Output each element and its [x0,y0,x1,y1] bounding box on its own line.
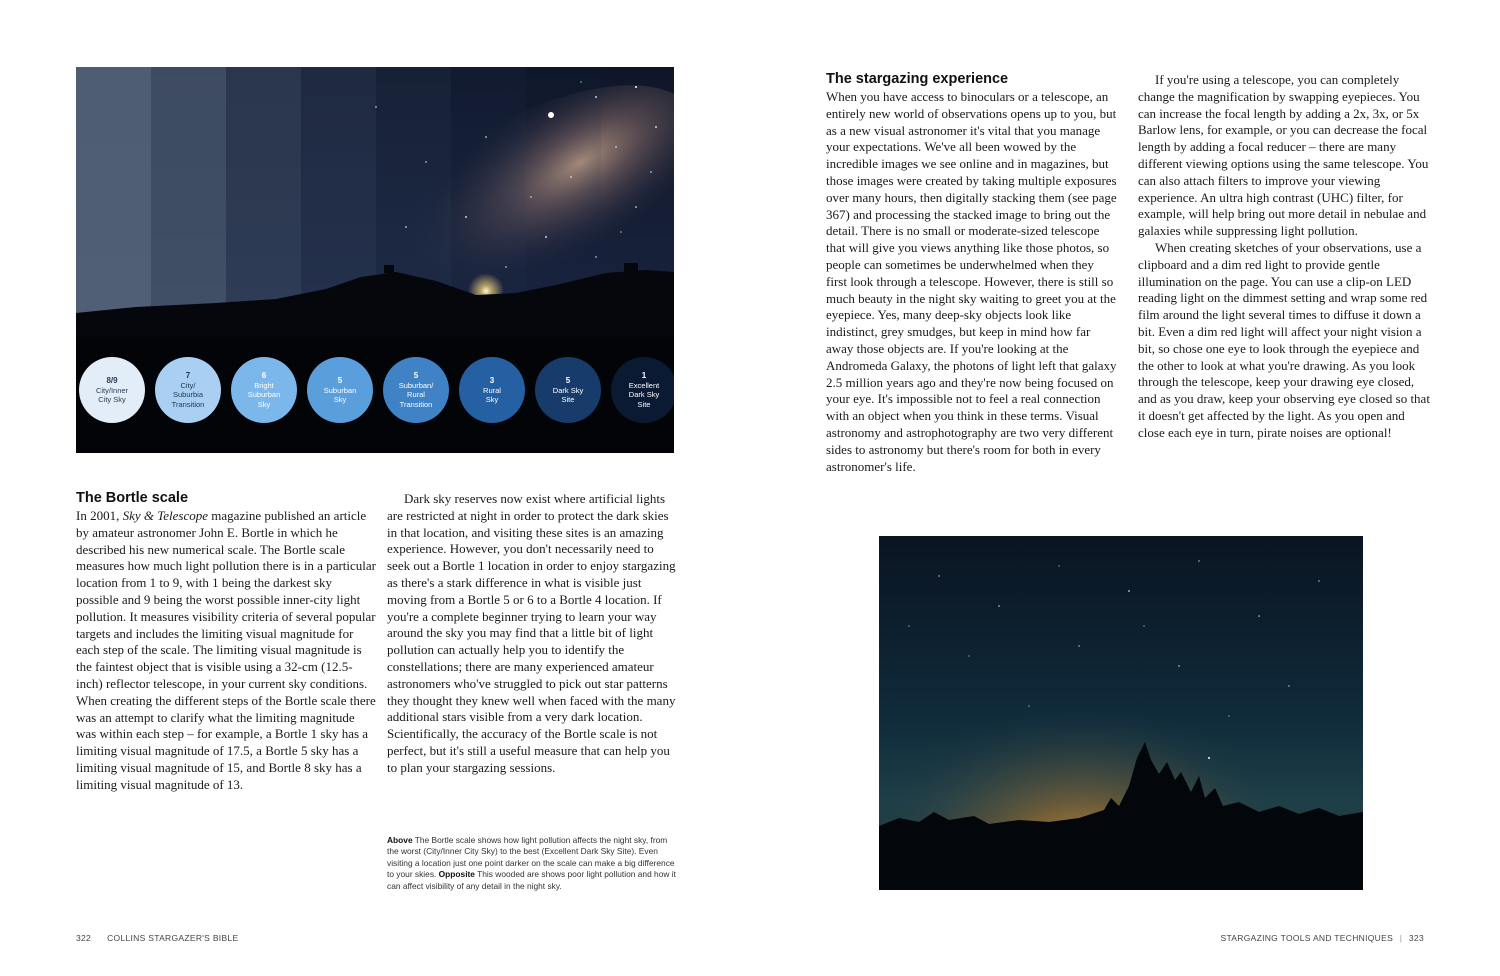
bortle-level-number: 5 [337,375,343,385]
chapter-title: STARGAZING TOOLS AND TECHNIQUES [1220,933,1394,943]
bortle-level-circle [79,357,145,423]
bortle-level-circle [383,357,449,423]
stargazing-column-2 [1138,72,1430,442]
bortle-paragraph-2: Dark sky reserves now exist where artificial lights are restricted at night in order to protect the dark skies in that location, and visiting these sites is an amazing experience. However, you don't necessarily need to seek out a Bortle 1 location in order to enjoy stargazing as there's a stark difference in what is visible just moving from a Bortle 5 or 6 to a Bortle 4 location. If you're a complete beginner trying to learn your way around the sky you may find that a little bit of light pollution can actually help you to identify the constellations; there are many experienced amateur astronomers who've struggled to pick out star patterns they thought they knew well when faced with the many additional stars visible from a very dark location. Scientifically, the accuracy of the Bortle scale is not perfect, but it's still a useful measure that can help you to plan your stargazing sessions. [387,491,676,775]
caption-above-label: Above [387,835,413,845]
bortle-level-label: City/ Suburbia Transition [171,380,205,409]
bortle-level-circle [611,357,674,423]
footer-left [76,933,238,943]
bortle-level-number: 1 [641,370,647,380]
page-number-right: 323 [1408,933,1424,943]
forest-night-image [879,536,1363,890]
bortle-paragraph-1: In 2001, Sky & Telescope magazine published an article by amateur astronomer John E. Bortle in which he described his new numerical scale. The Bortle scale measures how much light pollution there is in a particular location from 1 to 9, with 1 being the darkest sky possible and 9 being the worst possible inner-city light pollution. It measures visibility criteria of several popular targets and includes the limiting visual magnitude for each step of the scale. The limiting visual magnitude is the faintest object that is visible using a 32-cm (12.5-inch) reflector telescope, in your current sky conditions. When creating the different steps of the Bortle scale there was an attempt to clarify what the limiting magnitude was within each step – for example, a Bortle 1 sky has a limiting visual magnitude of 17.5, a Bortle 5 sky has a limiting visual magnitude of 15, and Bortle 8 sky has a limiting visual magnitude of 13. [76,508,377,792]
book-title: COLLINS STARGAZER'S BIBLE [107,933,239,943]
bortle-level-label: Dark Sky Site [552,385,584,404]
bortle-level-circle [307,357,373,423]
bortle-level-circle [535,357,601,423]
magazine-title: Sky & Telescope [122,508,209,523]
stargazing-paragraph-3: When creating sketches of your observations, use a clipboard and a dim red light to provide gentle illumination on the page. You can use a clip-on LED reading light on the dimmest setting and wrap some red film around the light several times to diffuse it down a bit. Even a dim red light will affect your night vision a bit, so chose one eye to look through the eyepiece and the other to look at what you're drawing. As you look through the telescope, keep your drawing eye closed, and as you draw, keep your observing eye closed so that it doesn't get affected by the light. As you open and close each eye in turn, pirate noises are optional! [1138,239,1430,440]
bortle-level-label: Excellent Dark Sky Site [628,380,660,409]
bortle-level-number: 3 [489,375,495,385]
bortle-level-label: City/Inner City Sky [95,385,129,404]
stargazing-paragraph-2: If you're using a telescope, you can completely change the magnification by swapping eyepieces. You can increase the focal length by adding a 2x, 3x, or 5x Barlow lens, for example, or you can decrease the focal length by adding a focal reducer – there are many different viewing options using the same telescope. You can also attach filters to improve your viewing experience. An ultra high contrast (UHC) filter, for example, will help bring out more detail in nebulae and galaxies while suppressing light pollution. [1138,72,1429,239]
bortle-scale-row [76,357,674,427]
bortle-level-number: 6 [261,370,267,380]
bortle-level-label: Suburban/ Rural Transition [398,380,434,409]
bortle-level-number: 5 [565,375,571,385]
bortle-level-circle [231,357,297,423]
caption-opposite-label: Opposite [438,869,475,880]
bortle-level-label: Suburban Sky [323,385,357,404]
page-number-left: 322 [76,933,92,943]
bortle-level-label: Rural Sky [483,385,501,404]
stargazing-paragraph-1: When you have access to binoculars or a telescope, an entirely new world of observations opens up to you, but as a new visual astronomer it's vital that you manage your expectations. We've all been wowed by the incredible images we see online and in magazines, but those images were created by taking multiple exposures over many hours, then digitally stacking them (see page 367) and processing the stacked image to bring out the detail. There is no small or moderate-sized telescope that will give you views anything like those photos, so people can sometimes be underwhelmed when they first look through a telescope. However, there is still so much beauty in the night sky waiting to greet you at the eyepiece. Yes, many deep-sky objects look like indistinct, grey smudges, but keep in mind how far away those objects are. If you're looking at the Andromeda Galaxy, the photons of light left that galaxy 2.5 million years ago and they're now being focused on your eye. It's impossible not to feel a real connection with an object when you think in these terms. Visual astronomy and astrophotography are two very different sides to astronomy but there's room for both in every astronomer's life. [826,89,1117,474]
bortle-level-number: 5 [413,370,419,380]
footer-right: STARGAZING TOOLS AND TECHNIQUES | 323 [1220,933,1424,943]
figure-caption: Above The Bortle scale shows how light pollution affects the night sky, from the worst (City/Inner City Sky) to the best (Excellent Dark Sky Site). Even visiting a location just one point darker on the scale can make a big difference to your skies. Opposite This wooded are shows poor light pollution and how it can affect visibility of any detail in the night sky. [387,835,676,891]
bortle-scale-photo [76,67,674,453]
bortle-heading: The Bortle scale [76,490,189,506]
forest-night-photo [879,536,1363,890]
bortle-level-circle [155,357,221,423]
bortle-level-number: 7 [185,370,191,380]
bortle-level-label: Bright Suburban Sky [247,380,281,409]
bortle-level-number: 8/9 [106,375,118,385]
stargazing-heading: The stargazing experience [826,71,1009,87]
bortle-level-circle [459,357,525,423]
